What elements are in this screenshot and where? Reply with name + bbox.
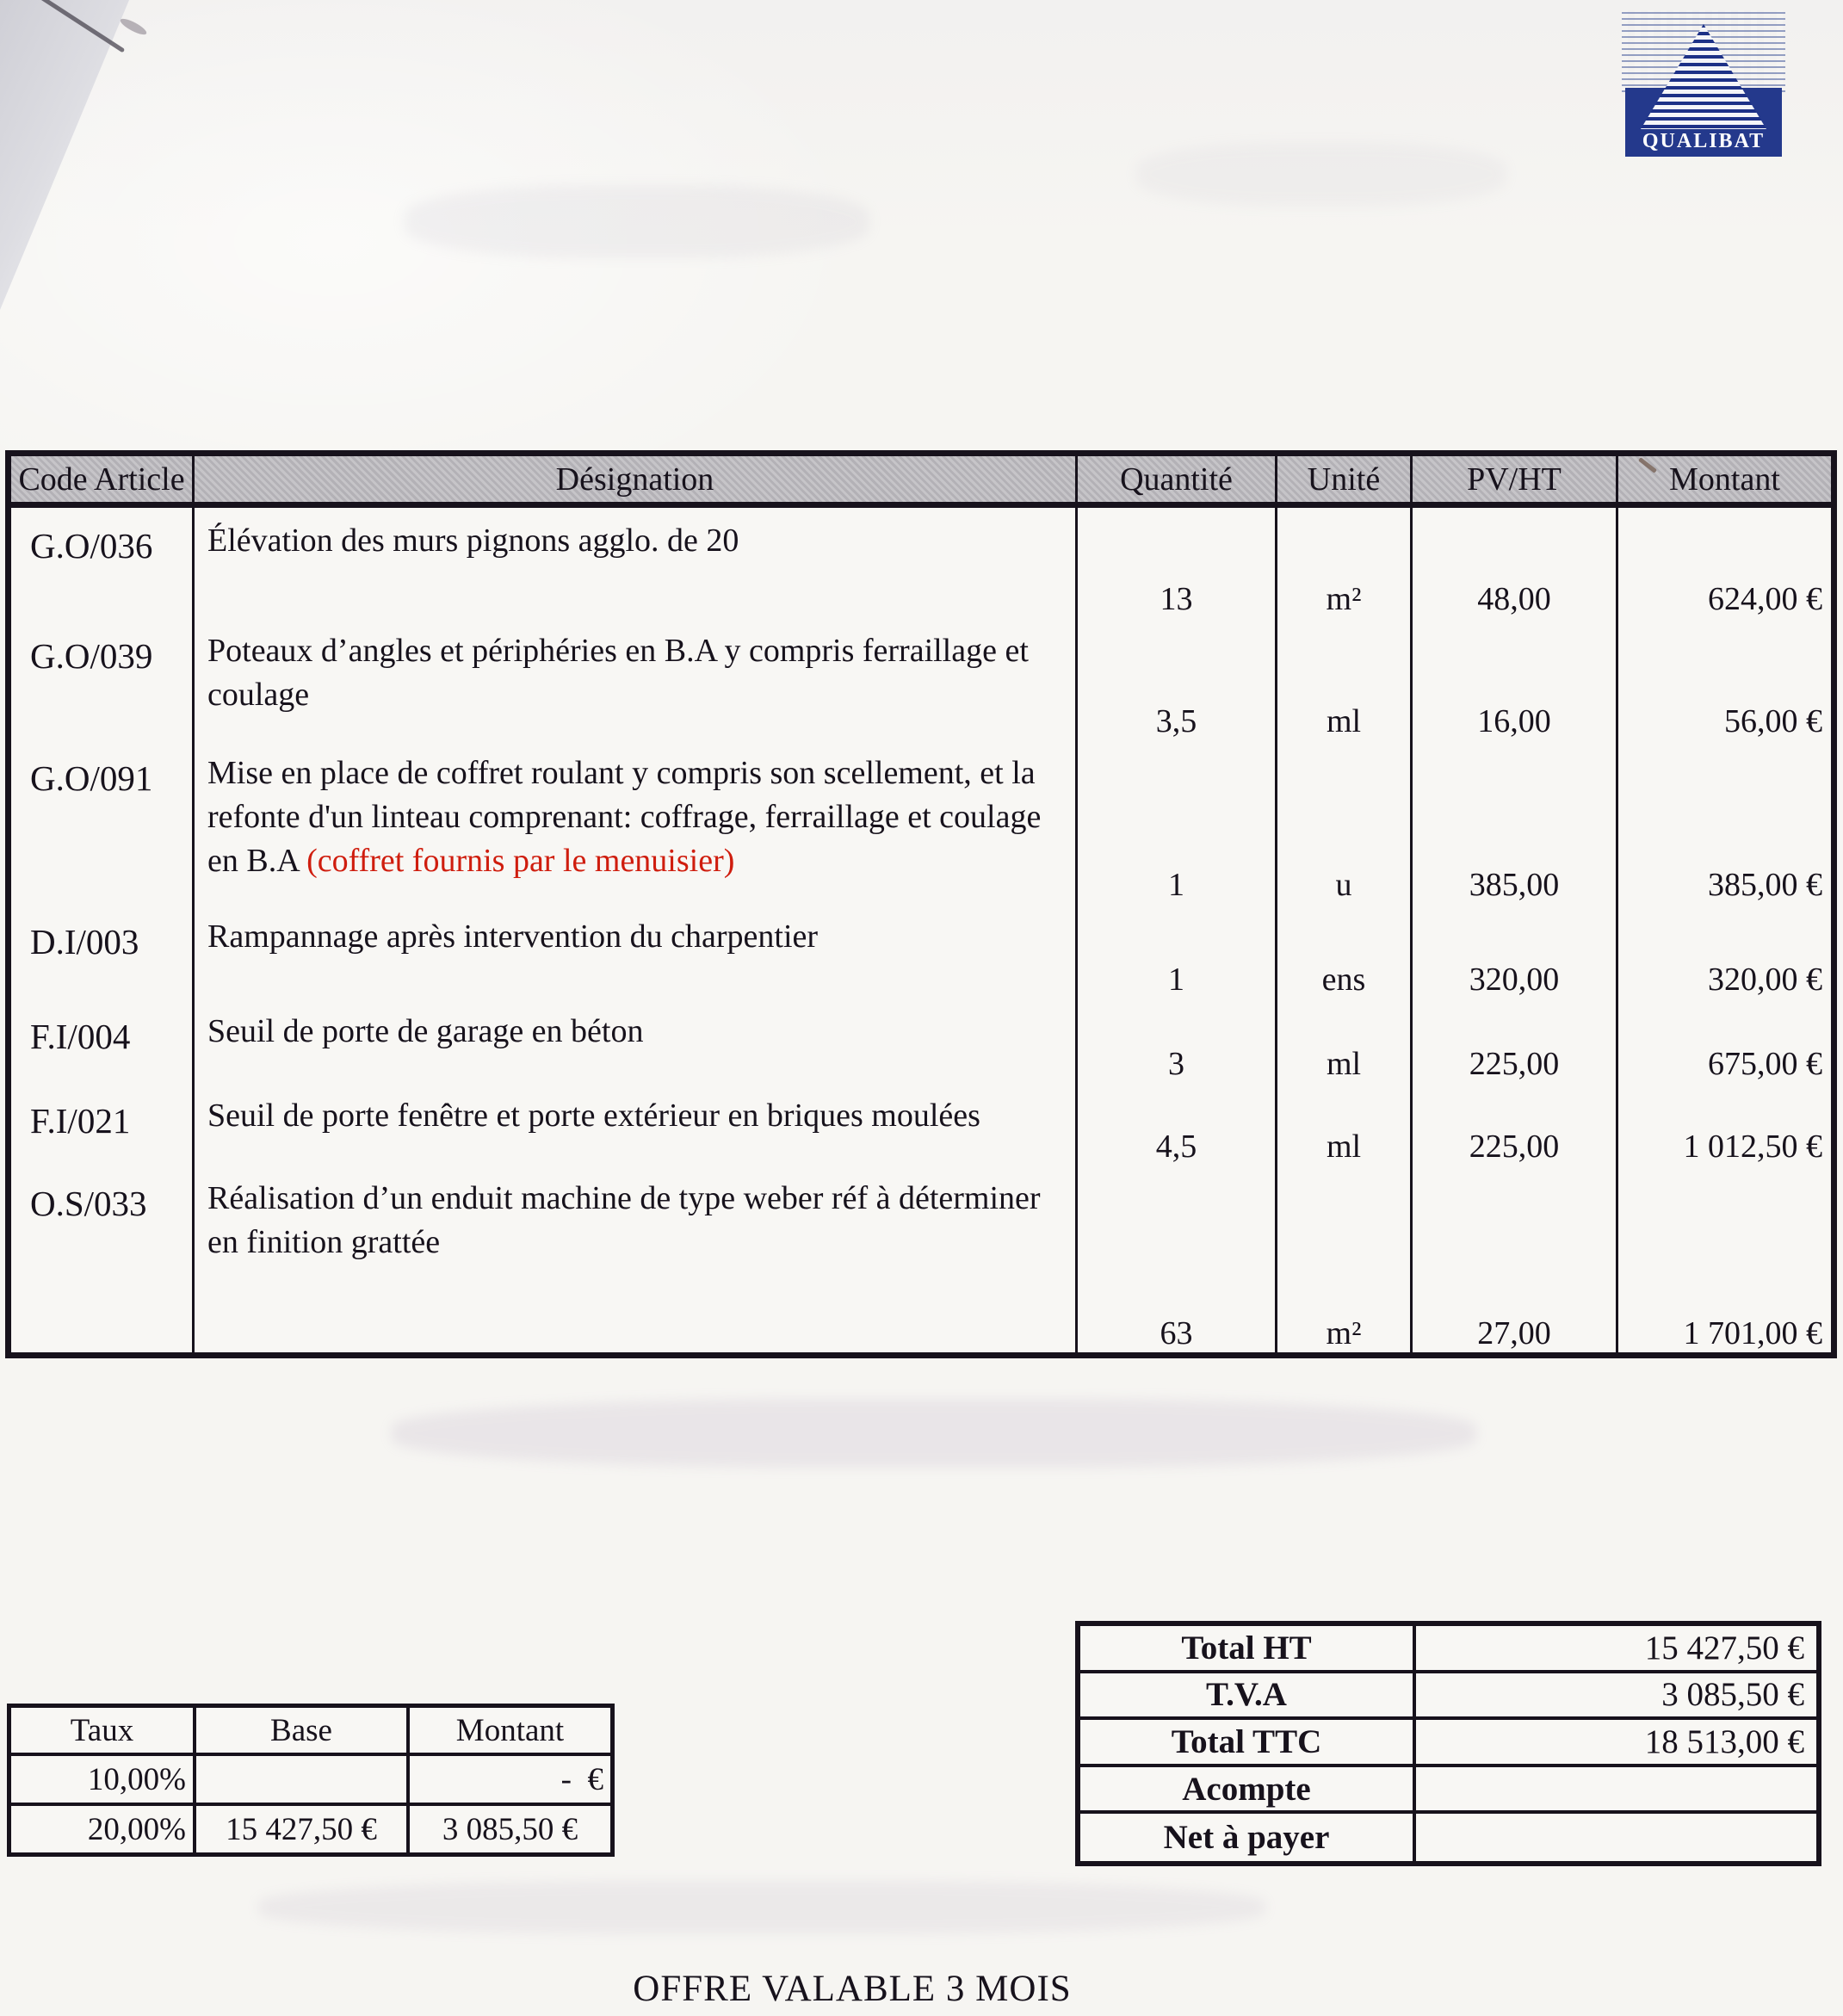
designation-text: Seuil de porte de garage en béton xyxy=(207,1013,644,1049)
item-quantity: 1 xyxy=(1078,740,1277,904)
vat-breakdown-table xyxy=(7,1704,615,1857)
total-ht-label: Total HT xyxy=(1080,1626,1416,1673)
vat-base xyxy=(196,1756,410,1806)
item-unit: ml xyxy=(1277,618,1413,740)
item-amount: 1 701,00 € xyxy=(1683,1315,1822,1351)
tva-value: 3 085,50 € xyxy=(1416,1673,1816,1721)
item-quantity: 3,5 xyxy=(1078,618,1277,740)
total-ttc-label: Total TTC xyxy=(1080,1720,1416,1767)
column-header-pvht: PV/HT xyxy=(1413,456,1618,508)
column-header-unit: Unité xyxy=(1277,456,1413,508)
designation-text: Réalisation d’un enduit machine de type weber réf à déterminer en finition grattée xyxy=(207,1180,1041,1260)
item-code: F.I/004 xyxy=(11,999,195,1083)
item-unit: u xyxy=(1277,740,1413,904)
qualibat-logo xyxy=(1622,10,1785,157)
tva-label: T.V.A xyxy=(1080,1673,1416,1721)
item-unit-price: 225,00 xyxy=(1413,999,1618,1083)
item-unit: m² xyxy=(1277,1166,1413,1352)
page-corner-fold-artifact xyxy=(0,0,129,310)
item-amount: 675,00 € xyxy=(1708,1046,1822,1082)
vat-amount: 3 085,50 € xyxy=(442,1811,578,1847)
item-unit-price: 225,00 xyxy=(1413,1083,1618,1166)
item-unit: m² xyxy=(1277,508,1413,618)
item-unit-price: 320,00 xyxy=(1413,904,1618,999)
total-ttc-value: 18 513,00 € xyxy=(1416,1720,1816,1767)
item-amount: 320,00 € xyxy=(1708,962,1822,998)
logo-wordmark: QUALIBAT xyxy=(1642,130,1766,152)
designation-red-note: (coffret fournis par le menuisier) xyxy=(298,842,735,879)
item-unit-price: 385,00 xyxy=(1413,740,1618,904)
item-unit-price: 16,00 xyxy=(1413,618,1618,740)
column-header-amount: Montant xyxy=(1618,456,1831,508)
item-code: G.O/091 xyxy=(11,740,195,904)
item-designation xyxy=(195,904,1078,999)
offer-validity-note: OFFRE VALABLE 3 MOIS xyxy=(633,1969,1072,2009)
net-a-payer-label: Net à payer xyxy=(1080,1814,1416,1861)
item-unit-price: 48,00 xyxy=(1413,508,1618,618)
designation-text: Élévation des murs pignons agglo. de 20 xyxy=(207,523,739,559)
column-header-code: Code Article xyxy=(11,456,195,508)
item-code: O.S/033 xyxy=(11,1166,195,1352)
item-designation xyxy=(195,740,1078,904)
vat-amount: - € xyxy=(410,1756,610,1806)
item-quantity: 63 xyxy=(1078,1166,1277,1352)
designation-text: Seuil de porte fenêtre et porte extérieur en briques moulées xyxy=(207,1098,980,1134)
scan-smudge-artifact xyxy=(119,16,149,38)
total-ht-value: 15 427,50 € xyxy=(1416,1626,1816,1673)
vat-rate: 20,00% xyxy=(11,1806,196,1852)
acompte-value xyxy=(1416,1767,1816,1815)
vat-base: 15 427,50 € xyxy=(196,1806,410,1852)
item-designation xyxy=(195,618,1078,740)
item-unit-price: 27,00 xyxy=(1413,1166,1618,1352)
bleed-through-smudge xyxy=(1136,142,1506,207)
item-unit: ml xyxy=(1277,1083,1413,1166)
item-unit: ens xyxy=(1277,904,1413,999)
bleed-through-smudge xyxy=(405,185,869,258)
items-table xyxy=(5,450,1837,1358)
acompte-label: Acompte xyxy=(1080,1767,1416,1815)
item-quantity: 3 xyxy=(1078,999,1277,1083)
designation-text: Poteaux d’angles et périphéries en B.A y compris ferraillage et coulage xyxy=(207,633,1029,713)
item-amount: 1 012,50 € xyxy=(1683,1129,1822,1165)
designation-text: Mise en place de coffret roulant y compris son scellement, et la refonte d'un linteau comprenant: coffrage, ferraillage et coulage en B.A xyxy=(207,755,1042,879)
item-amount: 624,00 € xyxy=(1708,581,1822,617)
item-unit: ml xyxy=(1277,999,1413,1083)
item-quantity: 4,5 xyxy=(1078,1083,1277,1166)
bleed-through-smudge xyxy=(258,1881,1265,1934)
vat-header-base: Base xyxy=(196,1708,410,1756)
item-code: F.I/021 xyxy=(11,1083,195,1166)
item-designation xyxy=(195,1083,1078,1166)
net-a-payer-value xyxy=(1416,1814,1816,1861)
item-amount: 385,00 € xyxy=(1708,867,1822,903)
designation-text: Rampannage après intervention du charpentier xyxy=(207,918,819,955)
column-header-designation: Désignation xyxy=(195,456,1078,508)
item-designation xyxy=(195,999,1078,1083)
item-code: D.I/003 xyxy=(11,904,195,999)
vat-rate: 10,00% xyxy=(11,1756,196,1806)
totals-table xyxy=(1075,1621,1821,1866)
item-designation xyxy=(195,1166,1078,1352)
column-header-quantity: Quantité xyxy=(1078,456,1277,508)
item-code: G.O/036 xyxy=(11,508,195,618)
item-quantity: 13 xyxy=(1078,508,1277,618)
vat-header-montant: Montant xyxy=(410,1708,610,1756)
item-code: G.O/039 xyxy=(11,618,195,740)
item-designation xyxy=(195,508,1078,618)
item-quantity: 1 xyxy=(1078,904,1277,999)
vat-header-taux: Taux xyxy=(11,1708,196,1756)
item-amount: 56,00 € xyxy=(1724,703,1822,739)
bleed-through-smudge xyxy=(392,1399,1476,1468)
